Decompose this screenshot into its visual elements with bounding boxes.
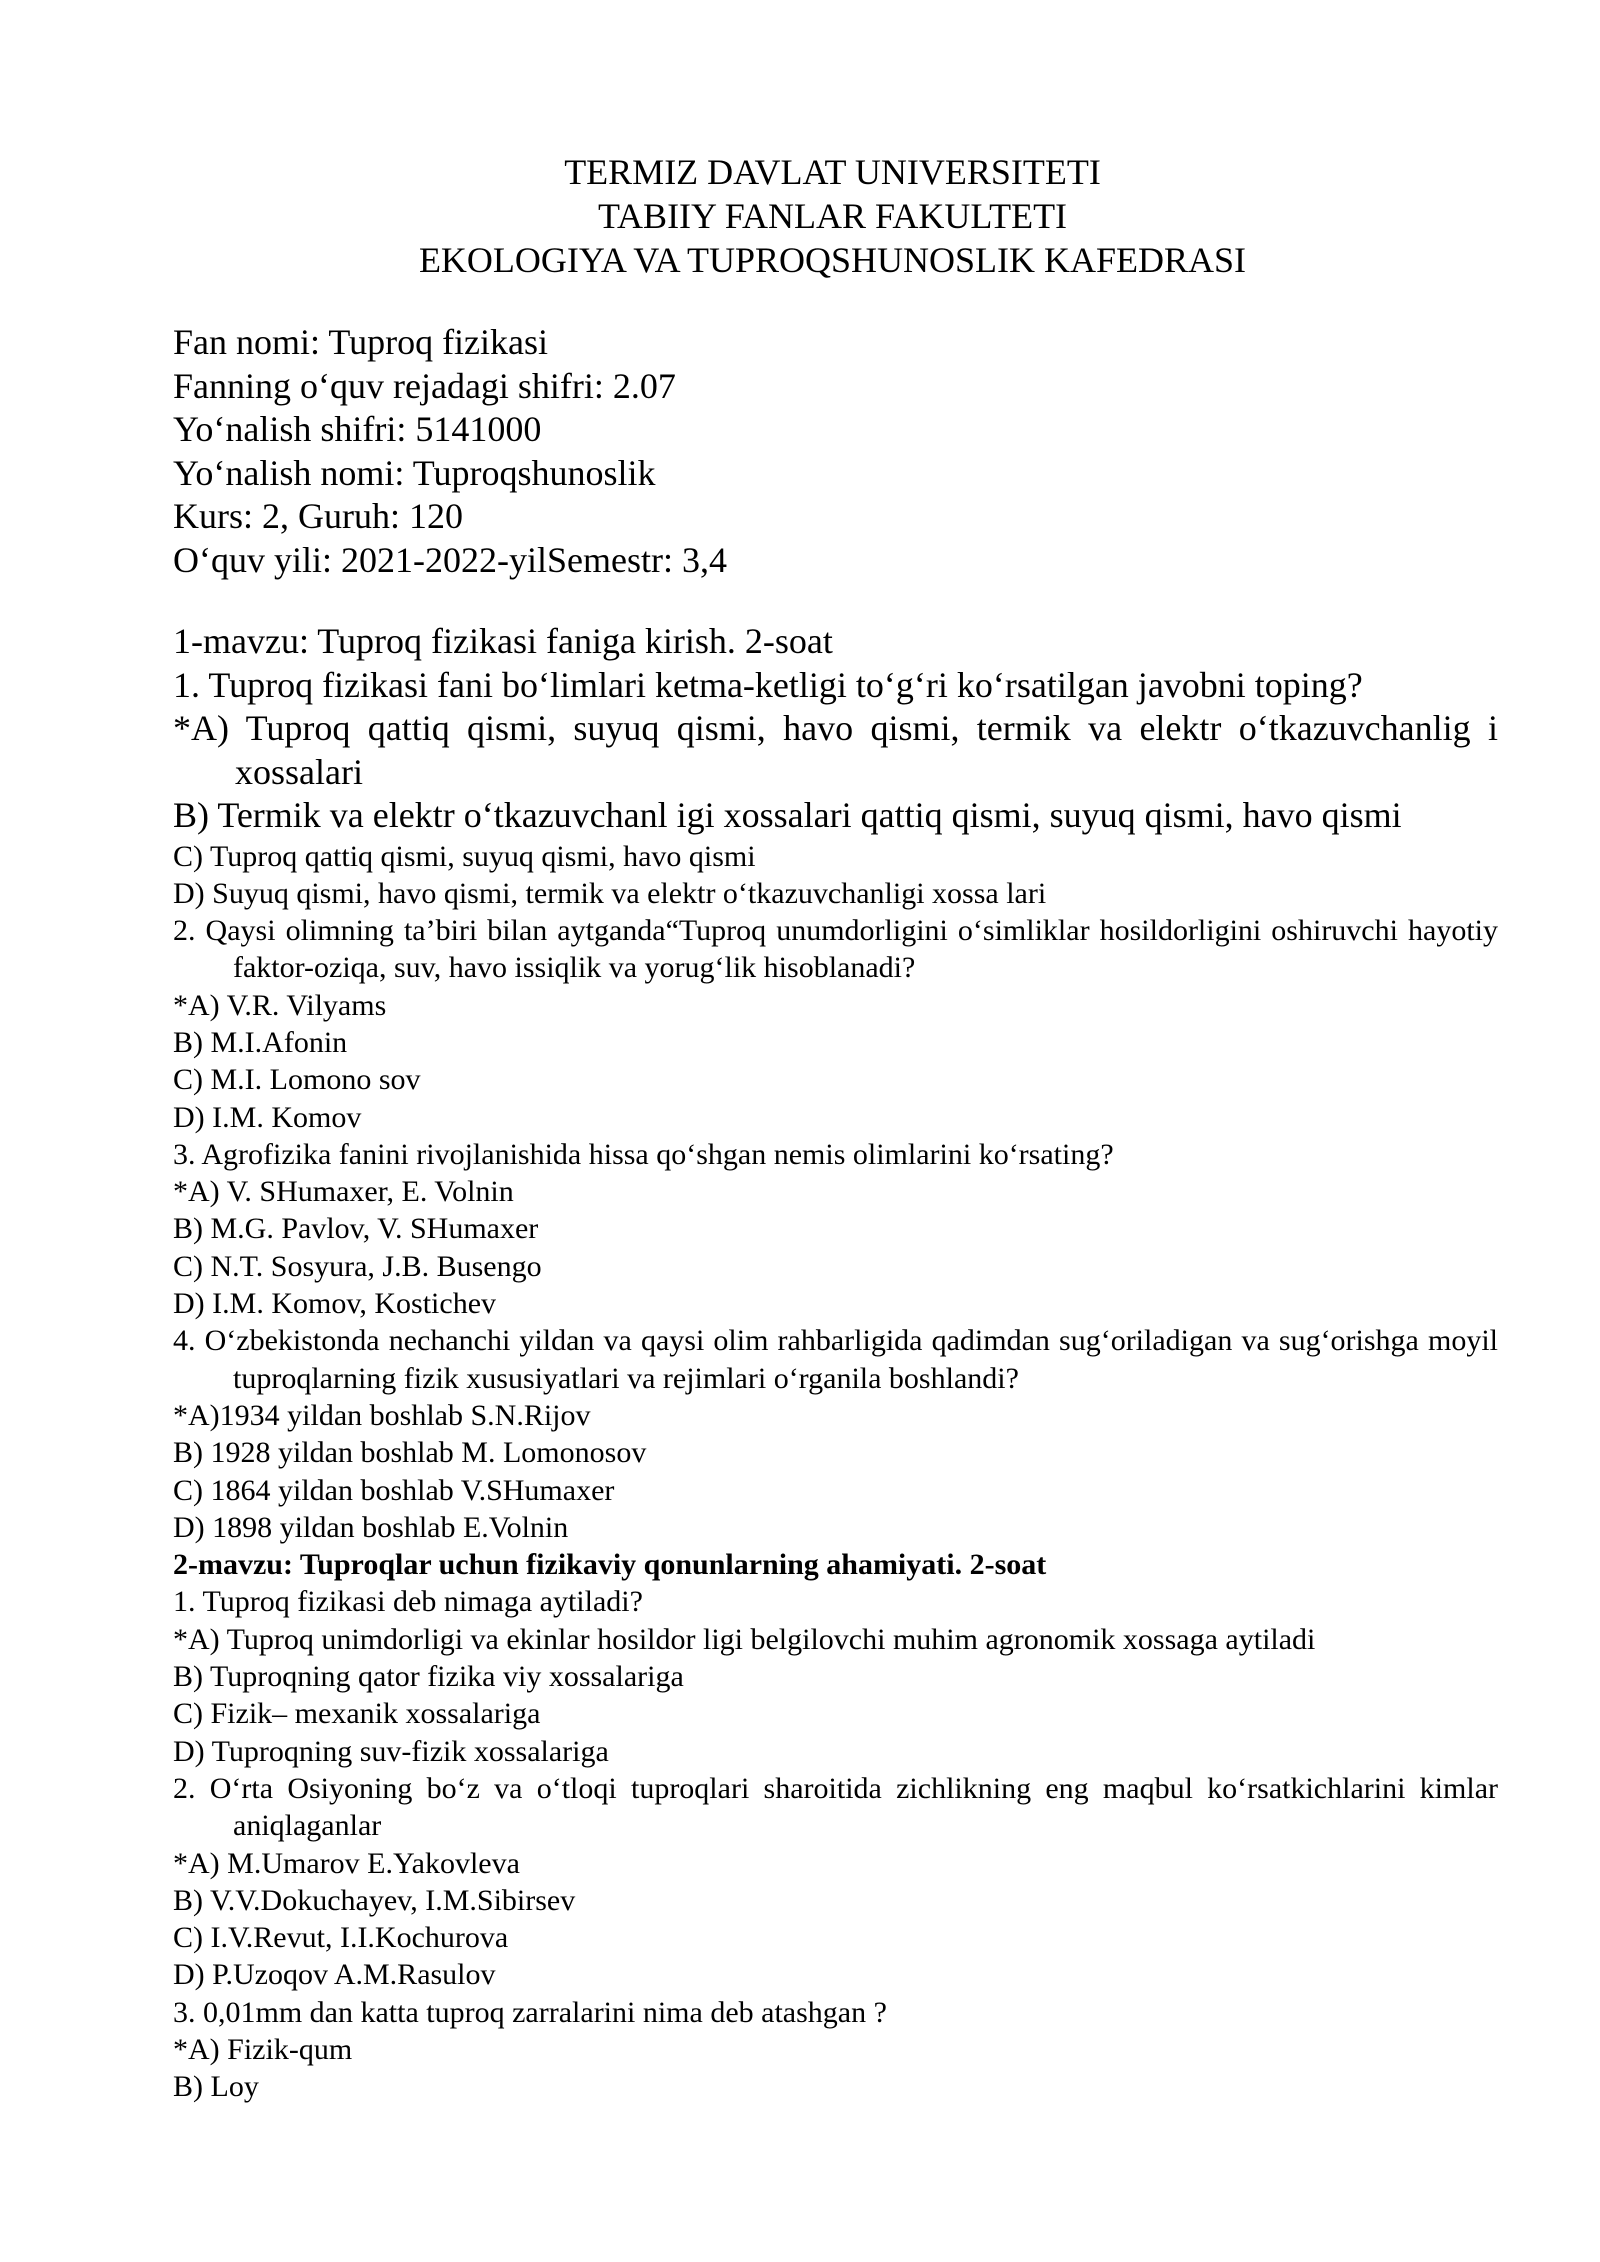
answer-option: D) P.Uzoqov A.M.Rasulov: [173, 1958, 496, 1992]
answer-option: C) N.T. Sosyura, J.B. Busengo: [173, 1249, 542, 1283]
answer-option-correct: *A)1934 yildan boshlab S.N.Rijov: [173, 1398, 591, 1432]
faculty-name: TABIIY FANLAR FAKULTETI: [597, 196, 1068, 236]
answer-option-correct: *A) Fizik-qum: [173, 2033, 353, 2066]
topic-title: 2-mavzu: Tuproqlar uchun fizikaviy qonunlarning ahamiyati. 2-soat: [173, 1548, 1047, 1582]
answer-option-correct: *A) M.Umarov E.Yakovleva: [173, 1846, 520, 1880]
answer-option: B) Termik va elektr o‘tkazuvchanl igi xossalari qattiq qismi, suyuq qismi, havo qismi: [173, 795, 1402, 835]
subject-name: Fan nomi: Tuproq fizikasi: [173, 322, 549, 362]
question-text: 2. O‘rta Osiyoning bo‘z va o‘tloqi tuproqlari sharoitida zichlikning eng maqbul ko‘rsatkichlarini kimlar aniqlaganlar: [173, 1771, 1498, 1843]
question-text: 2. Qaysi olimning ta’biri bilan aytganda“Tuproq unumdorligini o‘simliklar hosildorligini oshiruvchi hayotiy faktor-oziqa, suv, havo issiqlik va yorug‘lik hisoblanadi?: [173, 914, 1498, 985]
answer-option: B) M.I.Afonin: [173, 1025, 348, 1059]
subject-code: Fanning o‘quv rejadagi shifri: 2.07: [173, 365, 676, 406]
topic1-section: [173, 620, 1498, 838]
answer-option: C) Fizik– mexanik xossalariga: [173, 1697, 541, 1731]
answer-option: C) Tuproq qattiq qismi, suyuq qismi, havo qismi: [173, 839, 756, 873]
answer-option: B) Tuproqning qator fizika viy xossalariga: [173, 1660, 684, 1694]
university-name: TERMIZ DAVLAT UNIVERSITETI: [564, 152, 1101, 192]
answer-option: B) V.V.Dokuchayev, I.M.Sibirsev: [173, 1883, 576, 1917]
answer-option: B) 1928 yildan boshlab M. Lomonosov: [173, 1436, 647, 1470]
test-content: [173, 620, 1498, 2106]
document-header: [0, 150, 1600, 282]
question-text: 3. Agrofizika fanini rivojlanishida hissa qo‘shgan nemis olimlarini ko‘rsating?: [173, 1137, 1114, 1171]
answer-option: B) M.G. Pavlov, V. SHumaxer: [173, 1212, 539, 1246]
answer-option: D) Tuproqning suv-fizik xossalariga: [173, 1734, 609, 1768]
question-text: 1. Tuproq fizikasi fani bo‘limlari ketma-ketligi to‘g‘ri ko‘rsatilgan javobni toping?: [173, 664, 1363, 705]
answer-option: C) M.I. Lomono sov: [173, 1063, 421, 1097]
specialty-code: Yo‘nalish shifri: 5141000: [173, 409, 542, 449]
answer-option: C) 1864 yildan boshlab V.SHumaxer: [173, 1473, 615, 1507]
department-name: EKOLOGIYA VA TUPROQSHUNOSLIK KAFEDRASI: [418, 240, 1247, 280]
question-text: 1. Tuproq fizikasi deb nimaga aytiladi?: [173, 1585, 643, 1619]
answer-option: B) Loy: [173, 2070, 259, 2104]
answer-option: D) Suyuq qismi, havo qismi, termik va elektr o‘tkazuvchanligi xossa lari: [173, 876, 1047, 910]
course-group: Kurs: 2, Guruh: 120: [173, 496, 463, 536]
question-text: 4. O‘zbekistonda nechanchi yildan va qaysi olim rahbarligida qadimdan sug‘oriladigan va sug‘orishga moyil tuproqlarning fizik xususiyatlari va rejimlari o‘rganila boshlandi?: [173, 1324, 1498, 1395]
specialty-name: Yo‘nalish nomi: Tuproqshunoslik: [173, 452, 656, 493]
answer-option-correct: *A) V. SHumaxer, E. Volnin: [173, 1175, 514, 1209]
answer-option-correct: *A) V.R. Vilyams: [173, 988, 387, 1022]
course-info: [173, 321, 727, 582]
topic-title: 1-mavzu: Tuproq fizikasi faniga kirish. 2-soat: [173, 621, 833, 661]
answer-option: D) I.M. Komov: [173, 1100, 362, 1134]
question-text: 3. 0,01mm dan katta tuproq zarralarini nima deb atashgan ?: [173, 1995, 887, 2029]
topic1-continued: [173, 838, 1498, 2106]
answer-option-correct: *A) Tuproq unimdorligi va ekinlar hosildor ligi belgilovchi muhim agronomik xossaga aytiladi: [173, 1622, 1316, 1656]
answer-option-correct: *A) Tuproq qattiq qismi, suyuq qismi, havo qismi, termik va elektr o‘tkazuvchanlig i xossalari: [173, 708, 1498, 792]
answer-option: D) I.M. Komov, Kostichev: [173, 1287, 497, 1321]
academic-year: O‘quv yili: 2021-2022-yilSemestr: 3,4: [173, 539, 727, 580]
answer-option: D) 1898 yildan boshlab E.Volnin: [173, 1510, 569, 1544]
answer-option: C) I.V.Revut, I.I.Kochurova: [173, 1921, 509, 1955]
